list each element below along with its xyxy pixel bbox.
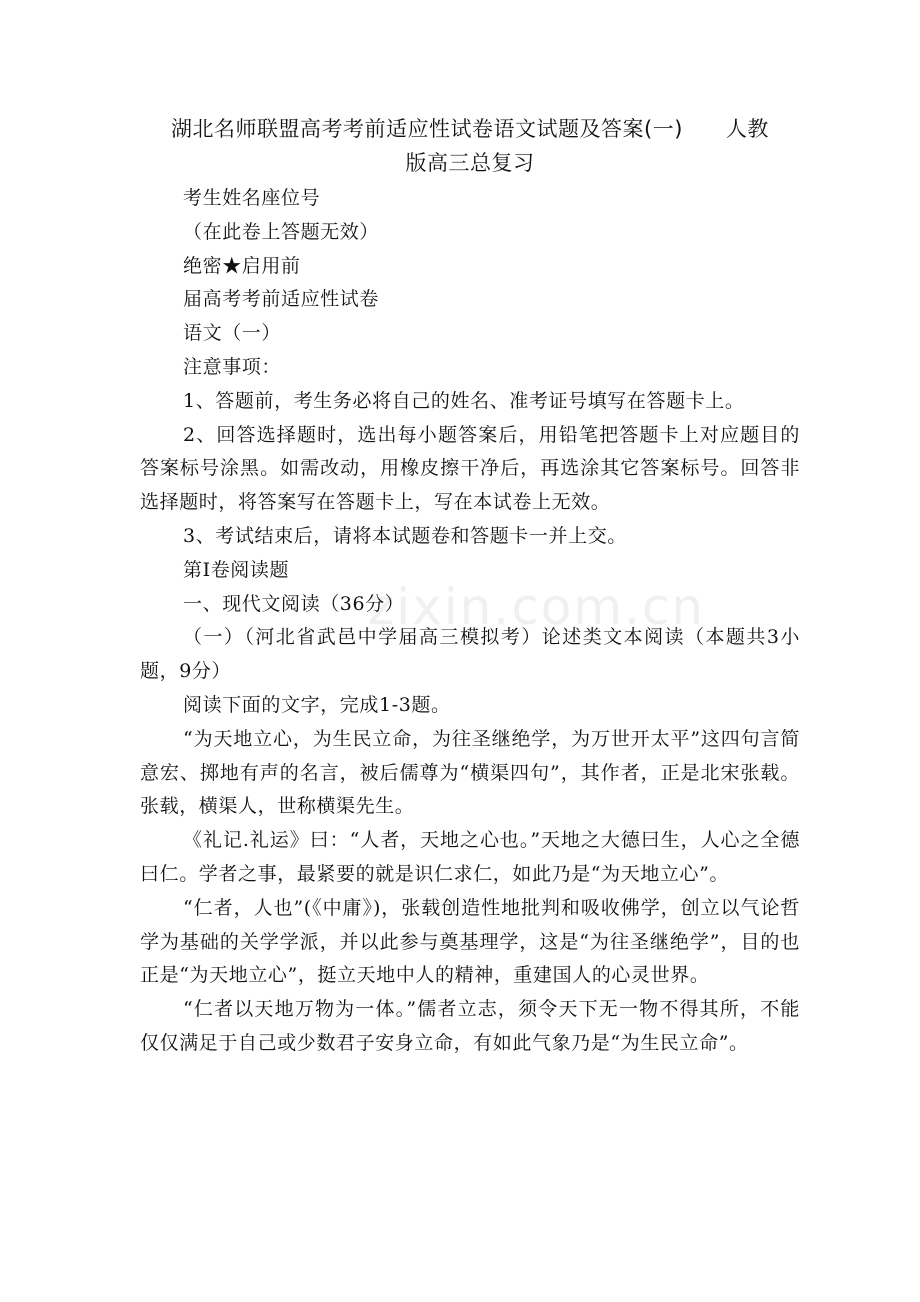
- title-line-2: 版高三总复习: [405, 151, 535, 175]
- notes-heading: 注意事项：: [183, 355, 282, 378]
- passage-paragraph: “仁者以天地万物为一体。”儒者立志，须令天下无一物不得其所，不能仅仅满足于自己或少数君子安身立命，有如此气象乃是“为生民立命”。: [140, 998, 800, 1054]
- document-body: [140, 182, 800, 1061]
- watermark: zixin.com.cn: [368, 578, 706, 636]
- confidential-mark: 绝密★启用前: [183, 254, 301, 277]
- reading-instruction: 阅读下面的文字，完成1-3题。: [183, 693, 451, 716]
- note-item-3: 3、考试结束后，请将本试题卷和答题卡一并上交。: [183, 524, 627, 547]
- passage-paragraph: “为天地立心，为生民立命，为往圣继绝学，为万世开太平”这四句言简意宏、掷地有声的名言，被后儒尊为“横渠四句”，其作者，正是北宋张载。张载，横渠人，世称横渠先生。: [140, 727, 800, 818]
- passage-paragraph: “仁者，人也”(《中庸》)，张载创造性地批判和吸收佛学，创立以气论哲学为基础的关学学派，并以此参与奠基理学，这是“为往圣继绝学”，目的也正是“为天地立心”，挺立天地中人的精神，重建国人的心灵世界。: [140, 896, 800, 987]
- subject-name: 语文（一）: [183, 322, 282, 345]
- note-item-2: 2、回答选择题时，选出每小题答案后，用铅笔把答题卡上对应题目的答案标号涂黑。如需改动，用橡皮擦干净后，再选涂其它答案标号。回答非选择题时，将答案写在答题卡上，写在本试卷上无效。: [140, 423, 800, 514]
- section-heading: 第Ⅰ卷阅读题: [183, 558, 290, 581]
- part-heading: 一、现代文阅读（36分）: [183, 592, 405, 615]
- note-item-1: 1、答题前，考生务必将自己的姓名、准考证号填写在答题卡上。: [183, 389, 745, 412]
- subpart-heading: （一）（河北省武邑中学届高三模拟考）论述类文本阅读（本题共3小题，9分）: [140, 626, 800, 683]
- title-line-1: 湖北名师联盟高考考前适应性试卷语文试题及答案(一) 人教: [171, 117, 769, 141]
- exam-name: 届高考考前适应性试卷: [183, 288, 380, 311]
- passage-paragraph: 《礼记.礼运》曰：“人者，天地之心也。”天地之大德曰生，人心之全德曰仁。学者之事，最紧要的就是识仁求仁，如此乃是“为天地立心”。: [140, 829, 800, 885]
- candidate-info: 考生姓名座位号: [183, 187, 321, 209]
- no-answer-notice: （在此卷上答题无效）: [183, 220, 380, 243]
- document-title: [140, 112, 800, 180]
